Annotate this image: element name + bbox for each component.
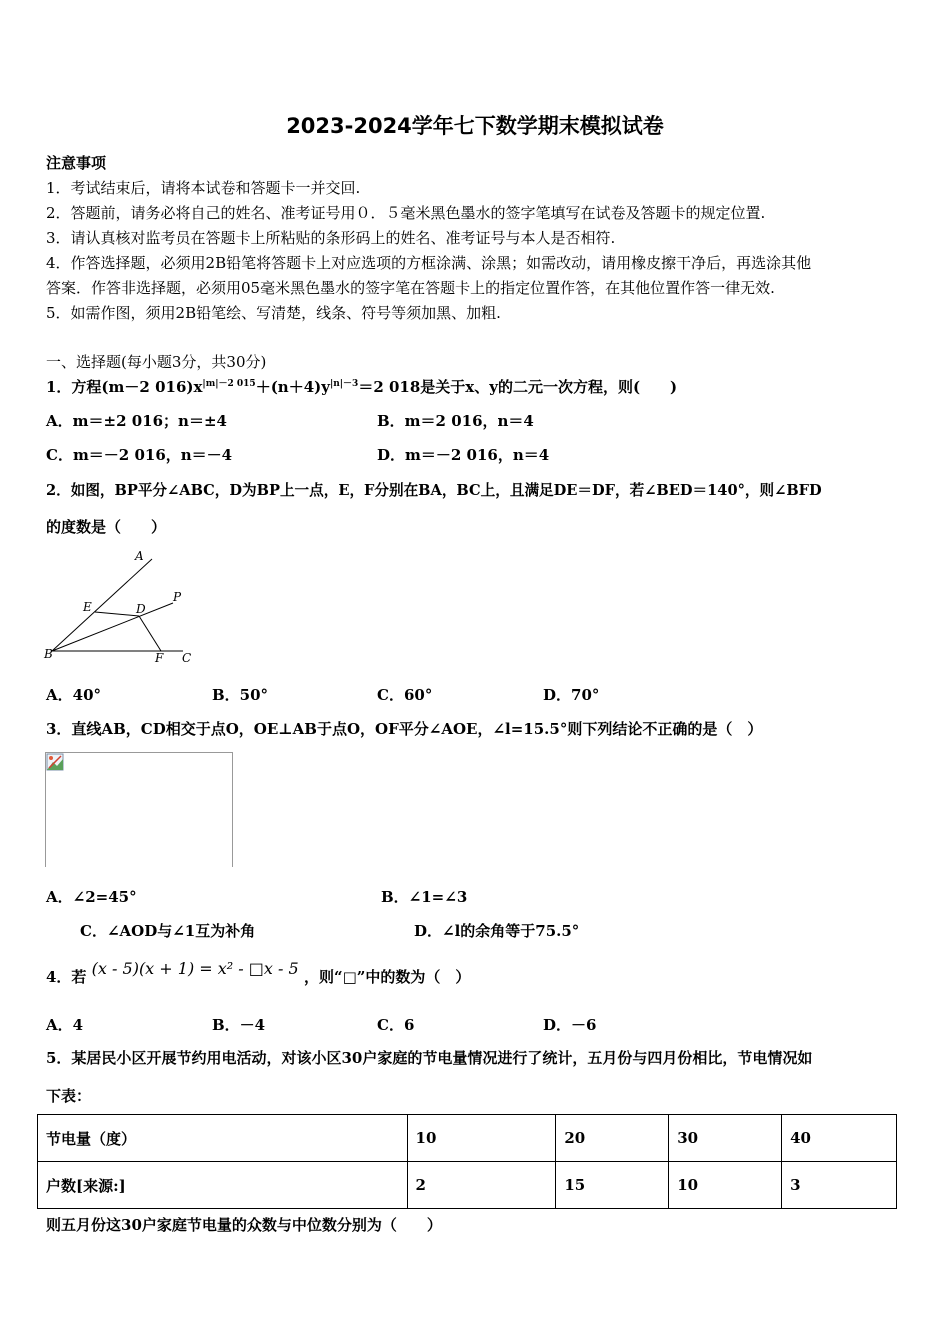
q2-geometry-figure: [40, 545, 200, 670]
table-cell: 20: [556, 1115, 669, 1162]
q1-exponent: |m|－2 015: [202, 379, 256, 389]
q2-option-c: C．60°: [377, 686, 433, 704]
q1-option-c: C．m＝－2 016，n＝－4: [46, 446, 233, 464]
q2-option-a: A．40°: [46, 686, 102, 704]
q3-broken-image: [45, 752, 233, 867]
label-e: E: [83, 600, 92, 614]
segment-de: [95, 612, 139, 616]
q4-pre: 4．若: [46, 968, 87, 986]
notice-heading: 注意事项: [46, 154, 107, 172]
electricity-savings-table: [37, 1114, 897, 1209]
notice-item: 5．如需作图，须用2B铅笔绘、写清楚，线条、符号等须加黑、加粗.: [46, 304, 501, 322]
notice-item: 2．答题前，请务必将自己的姓名、准考证号用０．５毫米黑色墨水的签字笔填写在试卷及答题卡的规定位置.: [46, 204, 766, 222]
table-cell: 节电量（度）: [38, 1115, 408, 1162]
segment-df: [139, 616, 161, 651]
table-cell: 10: [669, 1162, 782, 1209]
table-cell: 2: [407, 1162, 556, 1209]
section-heading: 一、选择题(每小题3分，共30分): [46, 353, 267, 371]
page-title: 2023-2024学年七下数学期末模拟试卷: [286, 114, 664, 138]
q4-expression: (x - 5)(x + 1) = x² - □x - 5: [91, 959, 299, 978]
q1-part: 1．方程(m－2 016)x: [46, 378, 203, 396]
q4-option-b: B．－4: [212, 1016, 266, 1034]
q4-option-d: D．－6: [543, 1016, 597, 1034]
question-5-line1: 5．某居民小区开展节约用电活动，对该小区30户家庭的节电量情况进行了统计，五月份与四月份相比，节电情况如: [46, 1049, 813, 1067]
label-p: P: [173, 590, 182, 604]
q2-option-d: D．70°: [543, 686, 600, 704]
question-5-after: 则五月份这30户家庭节电量的众数与中位数分别为（ ）: [46, 1216, 442, 1234]
label-c: C: [182, 651, 192, 665]
question-2-line1: 2．如图，BP平分∠ABC，D为BP上一点，E，F分别在BA，BC上，且满足DE＝DF，若∠BED＝140°，则∠BFD: [46, 482, 822, 499]
q4-post: ，则“□”中的数为（ ）: [303, 968, 471, 986]
q1-option-a: A．m＝±2 016；n＝±4: [46, 412, 227, 430]
q3-option-a: A．∠2=45°: [46, 888, 137, 906]
label-a: A: [135, 549, 144, 563]
q1-part: ＋(n＋4)y: [255, 378, 330, 396]
q2-option-b: B．50°: [212, 686, 269, 704]
q1-option-d: D．m＝－2 016，n＝4: [377, 446, 550, 464]
table-cell: 10: [407, 1115, 556, 1162]
table-cell: 40: [782, 1115, 897, 1162]
notice-item: 1．考试结束后，请将本试卷和答题卡一并交回.: [46, 179, 361, 197]
notice-item: 4．作答选择题，必须用2B铅笔将答题卡上对应选项的方框涂满、涂黑；如需改动，请用橡皮擦干净后，再选涂其他: [46, 254, 812, 272]
label-b: B: [44, 647, 53, 661]
label-f: F: [155, 651, 164, 665]
q1-option-b: B．m＝2 016，n＝4: [377, 412, 534, 430]
question-2-line2: 的度数是（ ）: [46, 518, 167, 536]
label-d: D: [136, 602, 146, 616]
table-cell: 3: [782, 1162, 897, 1209]
notice-item: 答案．作答非选择题，必须用05毫米黑色墨水的签字笔在答题卡上的指定位置作答，在其他位置作答一律无效.: [46, 279, 775, 297]
notice-item: 3．请认真核对监考员在答题卡上所粘贴的条形码上的姓名、准考证号与本人是否相符.: [46, 229, 616, 247]
question-5-line2: 下表：: [46, 1087, 92, 1105]
q4-option-c: C．6: [377, 1016, 415, 1034]
broken-image-icon: [46, 753, 64, 771]
question-3: 3．直线AB，CD相交于点O，OE⊥AB于点O，OF平分∠AOE，∠l=15.5°则下列结论不正确的是（ ）: [46, 720, 763, 738]
question-4: [46, 959, 471, 987]
question-1: [46, 376, 677, 397]
q3-option-b: B．∠1=∠3: [381, 888, 468, 906]
table-row: [38, 1162, 897, 1209]
table-cell: 30: [669, 1115, 782, 1162]
table-cell: 15: [556, 1162, 669, 1209]
table-cell: 户数[来源:]: [38, 1162, 408, 1209]
q4-option-a: A．4: [46, 1016, 84, 1034]
table-row: [38, 1115, 897, 1162]
q3-option-d: D．∠l的余角等于75.5°: [414, 922, 580, 940]
q1-exponent: |n|－3: [329, 379, 359, 389]
q3-option-c: C．∠AOD与∠1互为补角: [80, 922, 256, 940]
q1-part: ＝2 018是关于x、y的二元一次方程，则( ): [358, 378, 678, 396]
line-bp: [52, 603, 173, 651]
